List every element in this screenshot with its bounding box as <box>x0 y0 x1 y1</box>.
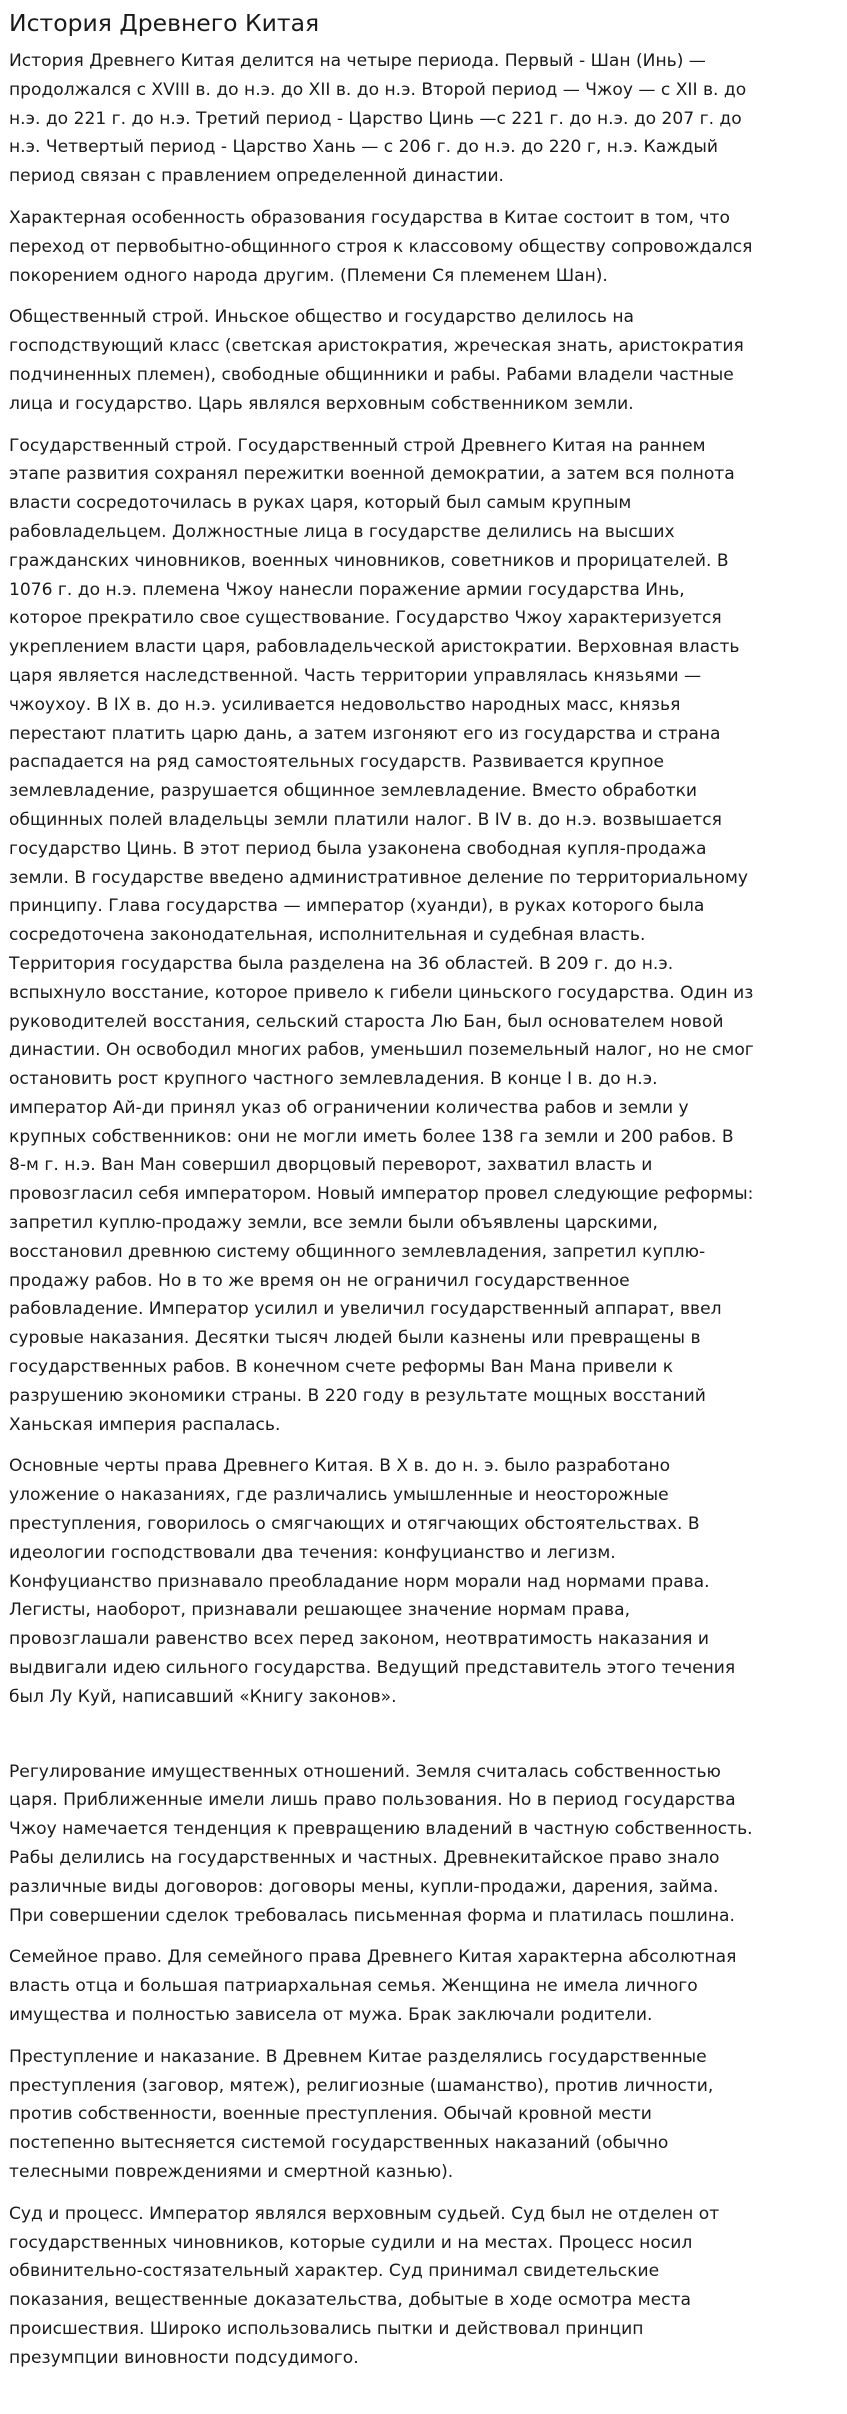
article <box>9 8 838 2373</box>
paragraph-state-structure: Государственный строй. Государственный строй Древнего Китая на раннем этапе развития сохранял пережитки военной демократии, а затем вся полнота власти сосредоточилась в руках царя, который был самым крупным рабовладельцем. Должностные лица в государстве делились на высших гражданских чиновников, военных чиновников, советников и прорицателей. В 1076 г. до н.э. племена Чжоу нанесли поражение армии государства Инь, которое прекратило свое существование. Государство Чжоу характеризуется укреплением власти царя, рабовладельческой аристократии. Верховная власть царя является наследственной. Часть территории управлялась князьями — чжоухоу. В IX в. до н.э. усиливается недовольство народных масс, князья перестают платить царю дань, а затем изгоняют его из государства и страна распадается на ряд самостоятельных государств. Развивается крупное землевладение, разрушается общинное землевладение. Вместо обработки общинных полей владельцы земли платили налог. В IV в. до н.э. возвышается государство Цинь. В этот период была узаконена свободная купля-продажа земли. В государстве введено административное деление по территориальному принципу. Глава государства — император (хуанди), в руках которого была сосредоточена законодательная, исполнительная и судебная власть. Территория государства была разделена на 36 областей. В 209 г. до н.э. вспыхнуло восстание, которое привело к гибели циньского государства. Один из руководителей восстания, сельский староста Лю Бан, был основателем новой династии. Он освободил многих рабов, уменьшил поземельный налог, но не смог остановить рост крупного частного землевладения. В конце I в. до н.э. император Ай-ди принял указ об ограничении количества рабов и земли у крупных собственников: они не могли иметь более 138 га земли и 200 рабов. В 8-м г. н.э. Ван Ман совершил дворцовый переворот, захватил власть и провозгласил себя императором. Новый император провел следующие реформы: запретил куплю-продажу земли, все земли были объявлены царскими, восстановил древнюю систему общинного землевладения, запретил куплю- продажу рабов. Но в то же время он не ограничил государственное рабовладение. Император усилил и увеличил государственный аппарат, ввел суровые наказания. Десятки тысяч людей были казнены или превращены в государственных рабов. В конечном счете реформы Ван Мана привели к разрушению экономики страны. В 220 году в результате мощных восстаний Ханьская империя распалась. <box>9 435 754 1435</box>
paragraph-periods: История Древнего Китая делится на четыре периода. Первый - Шан (Инь) — продолжался с XVIII в. до н.э. до XII в. до н.э. Второй период — Чжоу — с XII в. до н.э. до 221 г. до н.э. Третий период - Царство Цинь —с 221 г. до н.э. до 207 г. до н.э. Четвертый период - Царство Хань — с 206 г. до н.э. до 220 г, н.э. Каждый период связан с правлением определенной династии. <box>9 51 747 187</box>
paragraph-crime-punishment: Преступление и наказание. В Древнем Китае разделялись государственные преступления (заговор, мятеж), религиозные (шаманство), против личности, против собственности, военные преступления. Обычай кровной мести постепенно вытесняется системой государственных наказаний (обычно телесными повреждениями и смертной казнью). <box>9 2046 714 2182</box>
page-title: История Древнего Китая <box>9 9 320 37</box>
paragraph-social-structure: Общественный строй. Иньское общество и государство делилось на господствующий класс (светская аристократия, жреческая знать, аристократия подчиненных племен), свободные общинники и рабы. Рабами владели частные лица и государство. Царь являлся верховным собственником земли. <box>9 307 744 414</box>
blank-gap <box>9 1725 838 1758</box>
paragraph-court-process: Суд и процесс. Император являлся верховным судьей. Суд был не отделен от государственных чиновников, которые судили и на местах. Процесс носил обвинительно-состязательный характер. Суд принимал свидетельские показания, вещественные доказательства, добытые в ходе осмотра места происшествия. Широко использовались пытки и действовал принцип презумпции виновности подсудимого. <box>9 2203 720 2368</box>
paragraph-property-relations: Регулирование имущественных отношений. Земля считалась собственностью царя. Приближенные имели лишь право пользования. Но в период государства Чжоу намечается тенденция к превращению владений в частную собственность. Рабы делились на государственных и частных. Древнекитайское право знало различные виды договоров: договоры мены, купли-продажи, дарения, займа. При совершении сделок требовалась письменная форма и платилась пошлина. <box>9 1761 753 1926</box>
paragraph-state-formation: Характерная особенность образования государства в Китае состоит в том, что переход от первобытно-общинного строя к классовому обществу сопровождался покорением одного народа другим. (Племени Ся племенем Шан). <box>9 207 753 286</box>
paragraph-family-law: Семейное право. Для семейного права Древнего Китая характерна абсолютная власть отца и большая патриархальная семья. Женщина не имела личного имущества и полностью зависела от мужа. Брак заключали родители. <box>9 1947 737 2025</box>
paragraph-law-features: Основные черты права Древнего Китая. В X в. до н. э. было разработано уложение о наказаниях, где различались умышленные и неосторожные преступления, говорилось о смягчающих и отягчающих обстоятельствах. В идеологии господствовали два течения: конфуцианство и легизм. Конфуцианство признавало преобладание норм морали над нормами права. Легисты, наоборот, признавали решающее значение нормам права, провозглашали равенство всех перед законом, неотвратимость наказания и выдвигали идею сильного государства. Ведущий представитель этого течения был Лу Куй, написавший «Книгу законов». <box>9 1456 736 1707</box>
